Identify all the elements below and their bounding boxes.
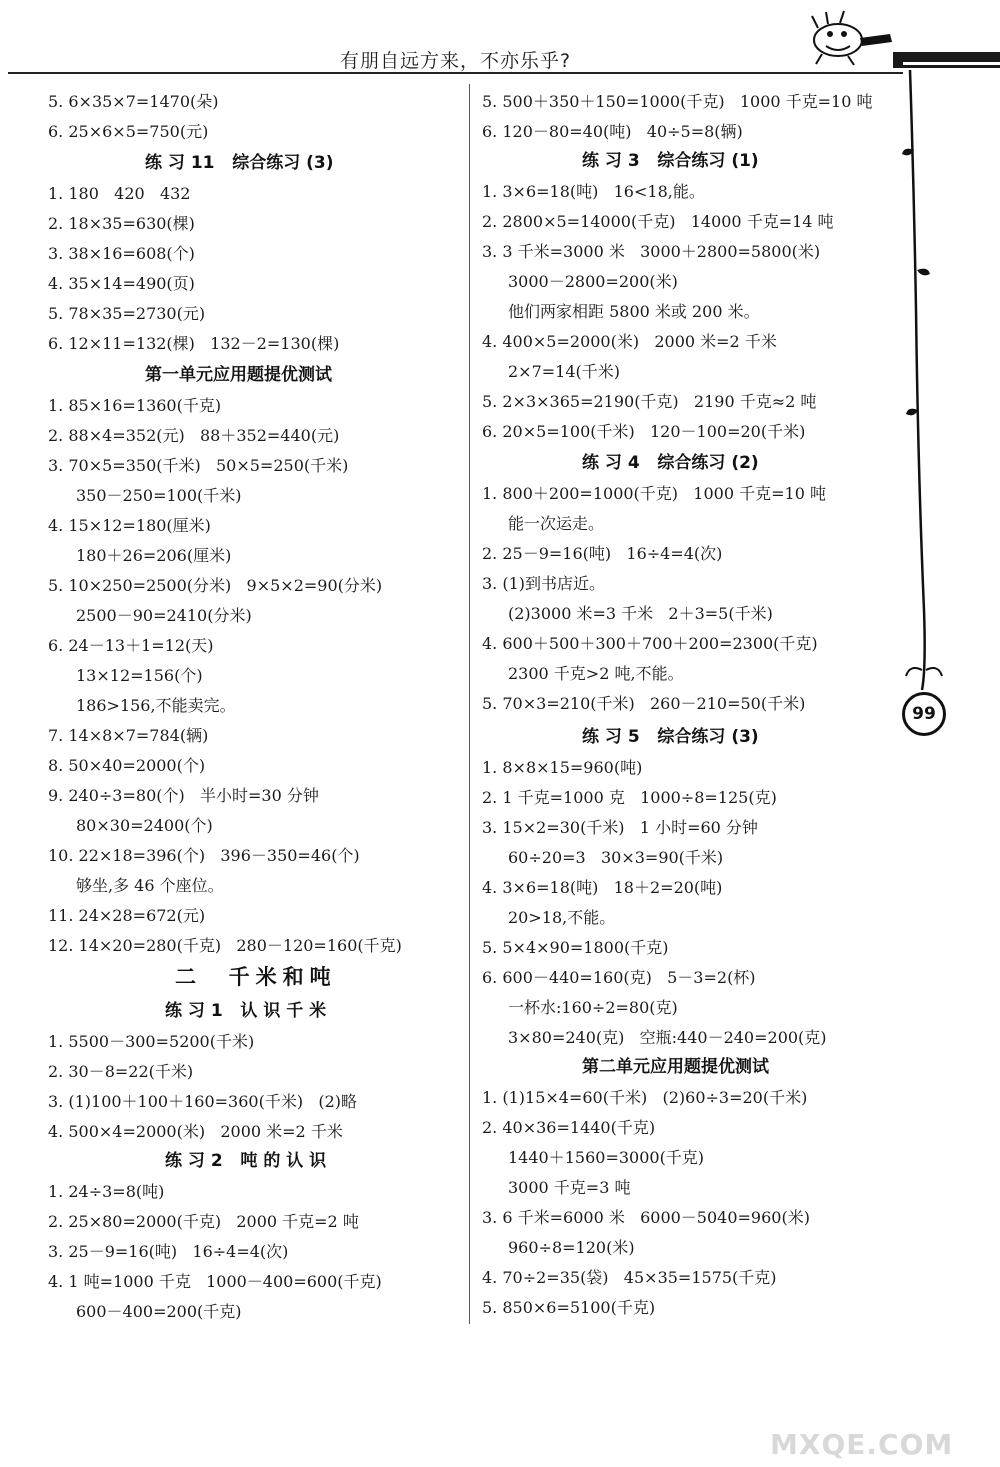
answer-line: 5. 6×35×7=1470(朵) [48,92,219,111]
answer-line: 4. 500×4=2000(米) 2000 米=2 千米 [48,1122,343,1141]
answer-line: 9. 240÷3=80(个) 半小时=30 分钟 [48,786,319,805]
answer-line: 600－400=200(千克) [76,1302,242,1321]
answer-line: 3. 70×5=350(千米) 50×5=250(千米) [48,456,349,475]
cartoon-mascot-icon [800,8,895,68]
answer-line: 80×30=2400(个) [76,816,213,835]
vine-decoration-icon [880,70,980,790]
answer-line: 12. 14×20=280(千克) 280－120=160(千克) [48,936,402,955]
answer-line: 7. 14×8×7=784(辆) [48,726,209,745]
answer-line: 1. 24÷3=8(吨) [48,1182,165,1201]
answer-line: 1. 8×8×15=960(吨) [482,758,643,777]
answer-line: 1. 800＋200=1000(千克) 1000 千克=10 吨 [482,484,826,503]
answer-line: 能一次运走。 [508,514,605,533]
answer-line: 2300 千克>2 吨,不能。 [508,664,684,683]
answer-line: 2. 25×80=2000(千克) 2000 千克=2 吨 [48,1212,359,1231]
section-heading: 练 习 1 认 识 千 米 [165,1001,327,1021]
header-motto: 有朋自远方来，不亦乐乎? [340,50,572,72]
answer-line: 5. 850×6=5100(千克) [482,1298,656,1317]
answer-line: 3000－2800=200(米) [508,272,678,291]
answer-line: 1440＋1560=3000(千克) [508,1148,705,1167]
answer-line: 5. 78×35=2730(元) [48,304,206,323]
answer-line: 960÷8=120(米) [508,1238,635,1257]
answer-line: 3. 3 千米=3000 米 3000＋2800=5800(米) [482,242,821,261]
answer-line: 3000 千克=3 吨 [508,1178,631,1197]
answer-line: 3. 38×16=608(个) [48,244,195,263]
chapter-heading: 二 千米和吨 [175,965,337,989]
answer-line: 1. 5500－300=5200(千米) [48,1032,255,1051]
answer-line: 4. 15×12=180(厘米) [48,516,211,535]
answer-line: 1. 85×16=1360(千克) [48,396,222,415]
answer-line: 2. 30－8=22(千米) [48,1062,194,1081]
answer-line: 350－250=100(千米) [76,486,242,505]
answer-line: 6. 25×6×5=750(元) [48,122,209,141]
answer-line: 20>18,不能。 [508,908,616,927]
answer-line: 5. 70×3=210(千米) 260－210=50(千米) [482,694,806,713]
answer-line: 2500－90=2410(分米) [76,606,252,625]
answer-line: 3. 6 千米=6000 米 6000－5040=960(米) [482,1208,810,1227]
answer-line: 2. 2800×5=14000(千克) 14000 千克=14 吨 [482,212,834,231]
answer-line: 3. (1)到书店近。 [482,574,606,593]
answer-line: 6. 24－13＋1=12(天) [48,636,214,655]
answer-line: 2. 40×36=1440(千克) [482,1118,656,1137]
answer-line: 4. 3×6=18(吨) 18＋2=20(吨) [482,878,723,897]
watermark: MXQE.COM [770,1428,954,1461]
answer-line: 4. 70÷2=35(袋) 45×35=1575(千克) [482,1268,777,1287]
answer-line: 10. 22×18=396(个) 396－350=46(个) [48,846,360,865]
page-number-badge: 99 [902,692,946,736]
answer-line: 6. 120－80=40(吨) 40÷5=8(辆) [482,122,743,141]
answer-line: 4. 400×5=2000(米) 2000 米=2 千米 [482,332,777,351]
answer-line: 11. 24×28=672(元) [48,906,206,925]
answer-line: 够坐,多 46 个座位。 [76,876,224,895]
answer-line: 1. (1)15×4=60(千米) (2)60÷3=20(千米) [482,1088,808,1107]
answer-line: 4. 600＋500＋300＋700＋200=2300(千克) [482,634,818,653]
answer-line: 2. 18×35=630(棵) [48,214,195,233]
answer-line: 5. 10×250=2500(分米) 9×5×2=90(分米) [48,576,383,595]
answer-line: 186>156,不能卖完。 [76,696,236,715]
answer-line: 5. 500＋350＋150=1000(千克) 1000 千克=10 吨 [482,92,873,111]
answer-line: 3. 15×2=30(千米) 1 小时=60 分钟 [482,818,758,837]
section-heading: 练 习 3 综合练习 (1) [582,151,759,171]
answer-line: 4. 35×14=490(页) [48,274,195,293]
answer-line: 8. 50×40=2000(个) [48,756,206,775]
answer-line: (2)3000 米=3 千米 2＋3=5(千米) [508,604,773,623]
answer-line: 2. 25－9=16(吨) 16÷4=4(次) [482,544,723,563]
section-heading: 练 习 11 综合练习 (3) [145,153,334,173]
column-divider [469,84,470,1324]
answer-line: 2. 88×4=352(元) 88＋352=440(元) [48,426,340,445]
answer-line: 180＋26=206(厘米) [76,546,232,565]
answer-line: 5. 5×4×90=1800(千克) [482,938,669,957]
answer-line: 1. 3×6=18(吨) 16<18,能。 [482,182,705,201]
header-rule [8,72,903,74]
answer-line: 3. (1)100＋100＋160=360(千米) (2)略 [48,1092,357,1111]
header-bar [893,52,1000,68]
section-heading: 练 习 5 综合练习 (3) [582,727,759,747]
section-heading: 练 习 2 吨 的 认 识 [165,1151,327,1171]
answer-line: 4. 1 吨=1000 千克 1000－400=600(千克) [48,1272,382,1291]
answer-line: 3. 25－9=16(吨) 16÷4=4(次) [48,1242,289,1261]
answer-line: 3×80=240(克) 空瓶:440－240=200(克) [508,1028,827,1047]
section-heading: 第二单元应用题提优测试 [582,1057,769,1077]
answer-line: 13×12=156(个) [76,666,203,685]
answer-line: 60÷20=3 30×3=90(千米) [508,848,724,867]
header-bar-stripe [903,62,1000,65]
answer-line: 他们两家相距 5800 米或 200 米。 [508,302,760,321]
answer-line: 一杯水:160÷2=80(克) [508,998,678,1017]
answer-line: 6. 600－440=160(克) 5－3=2(杯) [482,968,756,987]
section-heading: 第一单元应用题提优测试 [145,365,332,385]
answer-line: 2×7=14(千米) [508,362,621,381]
answer-line: 6. 12×11=132(棵) 132－2=130(棵) [48,334,340,353]
answer-line: 1. 180 420 432 [48,184,191,203]
answer-line: 5. 2×3×365=2190(千克) 2190 千克≈2 吨 [482,392,817,411]
answer-line: 6. 20×5=100(千米) 120－100=20(千米) [482,422,806,441]
section-heading: 练 习 4 综合练习 (2) [582,453,759,473]
answer-line: 2. 1 千克=1000 克 1000÷8=125(克) [482,788,777,807]
